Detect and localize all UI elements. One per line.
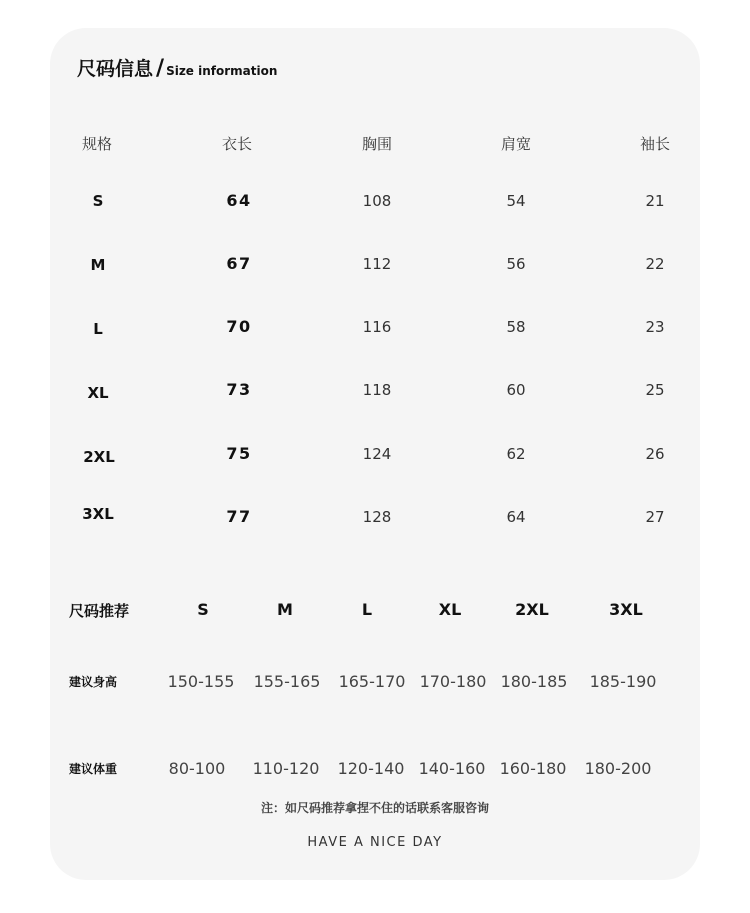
table-row-size: L — [93, 320, 103, 338]
weight-range: 180-200 — [584, 759, 652, 778]
recommendation-size: 2XL — [515, 600, 549, 619]
table-row-shoulder: 64 — [506, 508, 526, 526]
recommendation-size: L — [361, 600, 373, 619]
table-row-size: XL — [87, 384, 109, 402]
table-row-size: S — [92, 192, 104, 210]
weight-range: 120-140 — [337, 759, 405, 778]
weight-range: 110-120 — [252, 759, 320, 778]
footer-slogan: HAVE A NICE DAY — [307, 835, 443, 850]
table-row-sleeve: 22 — [645, 255, 665, 273]
table-row-shoulder: 54 — [506, 192, 526, 210]
table-row-shoulder: 62 — [506, 445, 526, 463]
table-row-size: 3XL — [82, 505, 114, 523]
title-en: Size information — [166, 64, 278, 78]
recommendation-label: 尺码推荐 — [69, 602, 130, 620]
table-row-sleeve: 21 — [645, 192, 665, 210]
table-row-sleeve: 27 — [645, 508, 665, 526]
header-chest: 胸围 — [361, 135, 393, 153]
page-title — [77, 54, 277, 81]
table-row-length: 64 — [226, 191, 252, 210]
table-row-chest: 116 — [362, 318, 392, 336]
header-sleeve: 袖长 — [639, 135, 671, 153]
table-row-chest: 128 — [362, 508, 392, 526]
table-row-chest: 124 — [362, 445, 392, 463]
table-row-shoulder: 58 — [506, 318, 526, 336]
height-range: 180-185 — [500, 672, 568, 691]
recommendation-size: S — [197, 600, 209, 619]
table-row-size: M — [90, 256, 106, 274]
table-row-chest: 112 — [362, 255, 392, 273]
table-row-sleeve: 23 — [645, 318, 665, 336]
header-size: 规格 — [81, 135, 113, 153]
note-text: 注：如尺码推荐拿捏不住的话联系客服咨询 — [260, 801, 490, 815]
title-cn: 尺码信息 — [77, 58, 154, 80]
table-row-length: 67 — [226, 254, 252, 273]
table-row-length: 73 — [226, 380, 252, 399]
header-shoulder: 肩宽 — [500, 135, 532, 153]
table-row-shoulder: 60 — [506, 381, 526, 399]
weight-range: 160-180 — [499, 759, 567, 778]
table-row-length: 70 — [226, 317, 252, 336]
height-label: 建议身高 — [69, 675, 118, 689]
weight-range: 140-160 — [418, 759, 486, 778]
height-range: 165-170 — [338, 672, 406, 691]
height-range: 185-190 — [589, 672, 657, 691]
height-range: 155-165 — [253, 672, 321, 691]
recommendation-size: XL — [438, 600, 462, 619]
table-row-size: 2XL — [83, 448, 115, 466]
header-length: 衣长 — [221, 135, 253, 153]
weight-range: 80-100 — [168, 759, 226, 778]
weight-label: 建议体重 — [69, 762, 118, 776]
table-row-sleeve: 25 — [645, 381, 665, 399]
height-range: 150-155 — [167, 672, 235, 691]
table-row-chest: 118 — [362, 381, 392, 399]
recommendation-size: 3XL — [609, 600, 643, 619]
table-row-length: 75 — [226, 444, 252, 463]
table-row-chest: 108 — [362, 192, 392, 210]
table-row-length: 77 — [226, 507, 252, 526]
height-range: 170-180 — [419, 672, 487, 691]
recommendation-size: M — [277, 600, 293, 619]
table-row-sleeve: 26 — [645, 445, 665, 463]
table-row-shoulder: 56 — [506, 255, 526, 273]
title-slash: / — [156, 56, 165, 81]
